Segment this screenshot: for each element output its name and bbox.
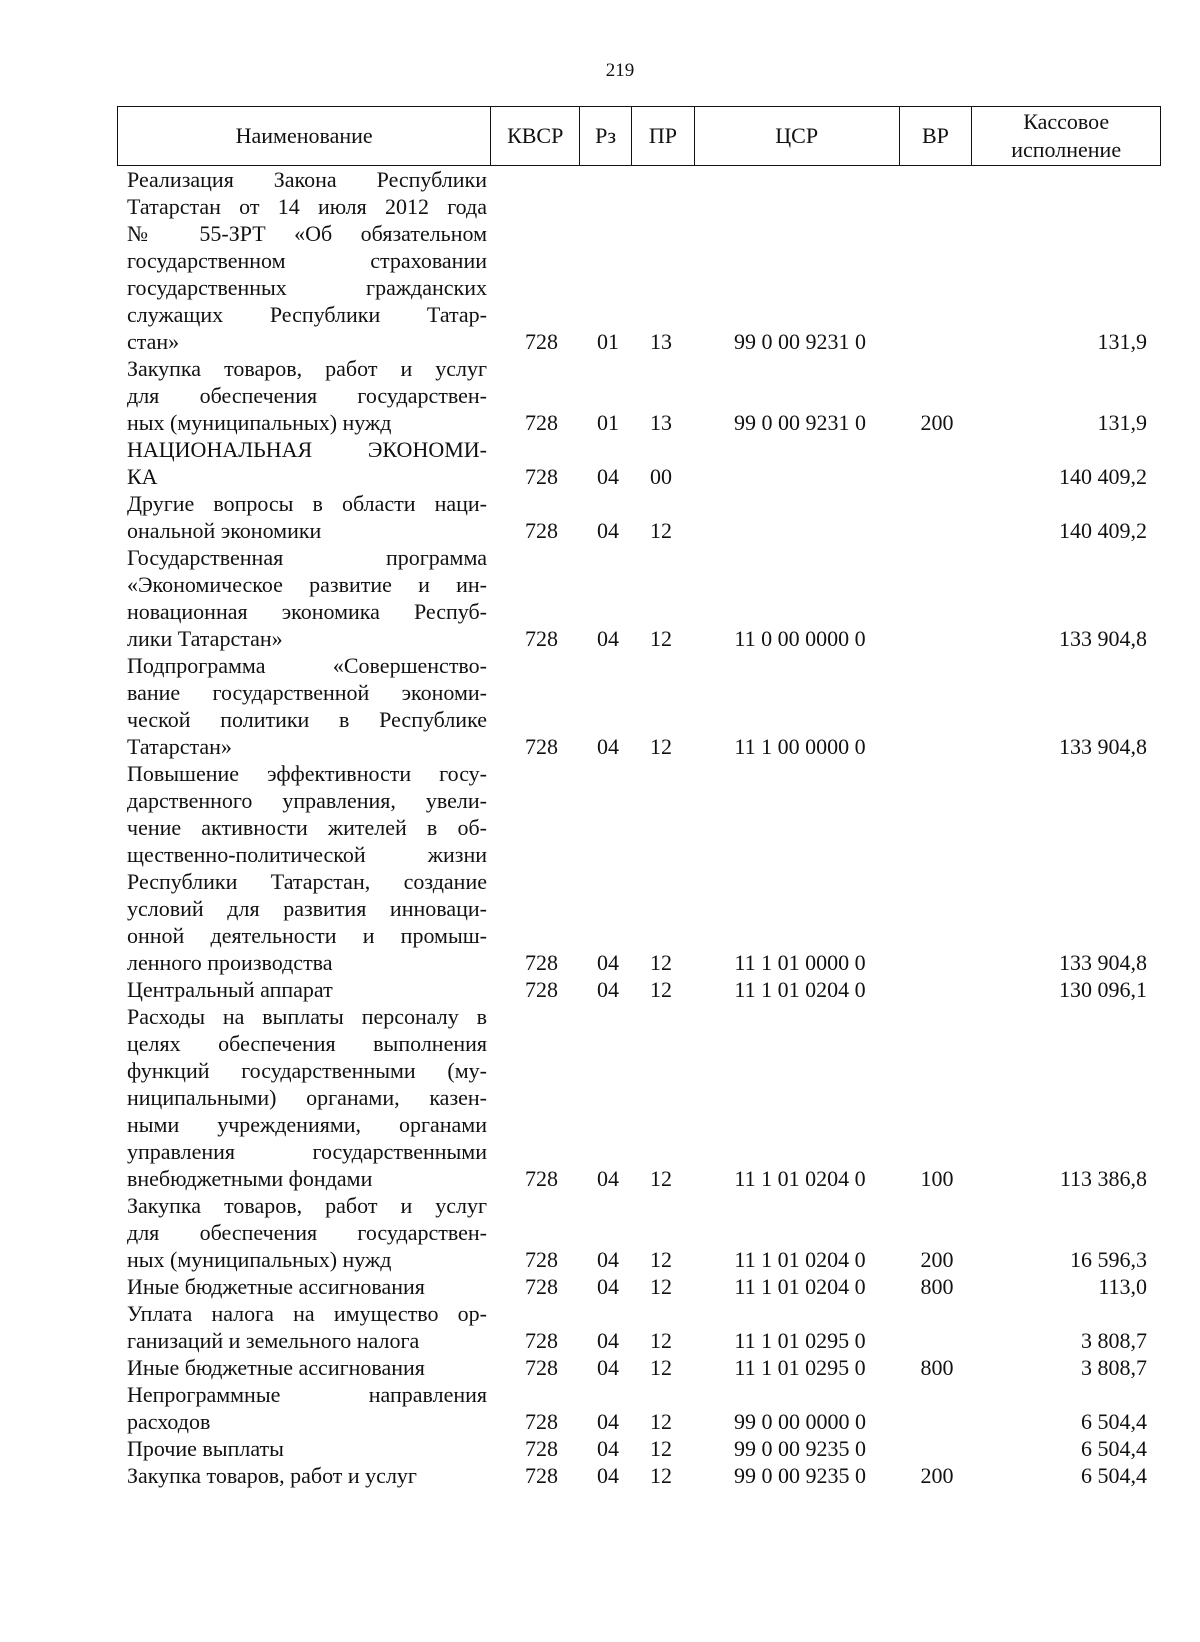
row-name (117, 1192, 487, 1273)
row-name (117, 1003, 487, 1192)
row-name-line: ных (муниципальных) нужд (127, 1247, 392, 1272)
row-rz: 04 (597, 518, 619, 543)
row-sum: 133 904,8 (1059, 734, 1147, 759)
row-pr: 12 (650, 518, 672, 543)
row-sum: 130 096,1 (1059, 977, 1147, 1002)
row-name-line: государственном страховании (127, 248, 487, 273)
row-name-line: чение активности жителей в об- (127, 815, 487, 840)
row-name-line: ленного производства (127, 950, 333, 975)
row-name (117, 1273, 487, 1300)
row-name-line: Закупка товаров, работ и услуг (127, 1463, 417, 1488)
row-pr: 13 (650, 329, 672, 354)
row-rz: 04 (597, 734, 619, 759)
row-name-line: Иные бюджетные ассигнования (127, 1355, 425, 1380)
table-row (117, 1435, 1161, 1462)
row-name-line: расходов (127, 1409, 211, 1434)
row-csr: 11 1 01 0295 0 (734, 1328, 866, 1353)
row-pr: 13 (650, 410, 672, 435)
row-name (117, 1381, 487, 1435)
row-name-line: Непрограммные направления (127, 1382, 487, 1407)
row-sum: 131,9 (1097, 410, 1147, 435)
row-rz: 04 (597, 1463, 619, 1488)
table-row (117, 652, 1161, 760)
row-name-line: управления государственными (127, 1139, 487, 1164)
row-name (117, 1300, 487, 1354)
row-vr: 100 (920, 1166, 954, 1191)
row-name (117, 1354, 487, 1381)
row-name-line: онной деятельности и промыш- (127, 923, 487, 948)
row-pr: 12 (650, 1463, 672, 1488)
row-name-line: служащих Республики Татар- (127, 302, 487, 327)
row-csr: 11 0 00 0000 0 (734, 626, 866, 651)
row-csr: 11 1 01 0204 0 (734, 1247, 866, 1272)
row-name (117, 490, 487, 544)
row-name (117, 544, 487, 652)
row-csr: 99 0 00 9231 0 (734, 410, 866, 435)
budget-table (117, 106, 1161, 1489)
table-row (117, 1462, 1161, 1489)
row-name-line: Центральный аппарат (127, 977, 333, 1002)
row-sum: 3 808,7 (1081, 1328, 1147, 1353)
row-vr: 200 (920, 410, 954, 435)
row-name-line: Татарстан» (127, 734, 232, 759)
row-rz: 04 (597, 977, 619, 1002)
row-rz: 04 (597, 1328, 619, 1353)
row-kvsr: 728 (525, 1166, 558, 1191)
header-rz: Рз (580, 107, 632, 165)
row-kvsr: 728 (525, 1328, 558, 1353)
row-name-line: № 55-ЗРТ «Об обязательном (127, 221, 487, 246)
table-row (117, 976, 1161, 1003)
row-name (117, 355, 487, 436)
table-row (117, 355, 1161, 436)
row-name-line: ниципальными) органами, казен- (127, 1085, 487, 1110)
table-row (117, 1003, 1161, 1192)
header-sum-line2: исполнение (1011, 137, 1122, 162)
row-name-line: щественно-политической жизни (127, 842, 487, 867)
row-name (117, 760, 487, 976)
header-sum (972, 107, 1160, 165)
table-row (117, 1273, 1161, 1300)
row-kvsr: 728 (525, 1355, 558, 1380)
row-name (117, 1435, 487, 1462)
row-rz: 04 (597, 464, 619, 489)
row-name (117, 652, 487, 760)
row-kvsr: 728 (525, 977, 558, 1002)
row-name-line: внебюджетными фондами (127, 1166, 373, 1191)
row-name-line: вание государственной экономи- (127, 680, 487, 705)
row-kvsr: 728 (525, 329, 558, 354)
row-name (117, 1462, 487, 1489)
row-name-line: для обеспечения государствен- (127, 1220, 487, 1245)
header-vr: ВР (900, 107, 973, 165)
row-name-line: ональной экономики (127, 518, 322, 543)
row-csr: 11 1 01 0204 0 (734, 977, 866, 1002)
row-rz: 04 (597, 1436, 619, 1461)
row-name-line: стан» (127, 329, 180, 354)
row-kvsr: 728 (525, 410, 558, 435)
table-row (117, 436, 1161, 490)
row-sum: 140 409,2 (1059, 518, 1147, 543)
row-name (117, 436, 487, 490)
table-header (117, 106, 1161, 166)
row-csr: 99 0 00 9235 0 (734, 1436, 866, 1461)
row-pr: 12 (650, 734, 672, 759)
row-sum: 16 596,3 (1070, 1247, 1147, 1272)
row-name-line: Иные бюджетные ассигнования (127, 1274, 425, 1299)
row-kvsr: 728 (525, 626, 558, 651)
row-name-line: Закупка товаров, работ и услуг (127, 356, 487, 381)
row-pr: 12 (650, 1166, 672, 1191)
table-row (117, 166, 1161, 355)
row-rz: 04 (597, 626, 619, 651)
row-csr: 99 0 00 0000 0 (734, 1409, 866, 1434)
row-name-line: ными учреждениями, органами (127, 1112, 487, 1137)
row-rz: 04 (597, 1166, 619, 1191)
header-pr: ПР (632, 107, 695, 165)
row-csr: 11 1 01 0295 0 (734, 1355, 866, 1380)
table-row (117, 490, 1161, 544)
table-row (117, 760, 1161, 976)
row-sum: 113,0 (1098, 1274, 1147, 1299)
row-csr: 99 0 00 9231 0 (734, 329, 866, 354)
row-kvsr: 728 (525, 1274, 558, 1299)
table-row (117, 1300, 1161, 1354)
row-sum: 3 808,7 (1081, 1355, 1147, 1380)
row-vr: 800 (920, 1274, 954, 1299)
row-vr: 200 (920, 1247, 954, 1272)
row-pr: 12 (650, 1328, 672, 1353)
row-sum: 133 904,8 (1059, 626, 1147, 651)
row-name (117, 166, 487, 355)
row-name-line: условий для развития инноваци- (127, 896, 487, 921)
row-name-line: Прочие выплаты (127, 1436, 284, 1461)
row-pr: 12 (650, 626, 672, 651)
row-vr: 200 (920, 1463, 954, 1488)
row-sum: 133 904,8 (1059, 950, 1147, 975)
header-csr: ЦСР (695, 107, 900, 165)
row-name-line: ных (муниципальных) нужд (127, 410, 392, 435)
row-pr: 12 (650, 1409, 672, 1434)
row-kvsr: 728 (525, 1409, 558, 1434)
row-sum: 140 409,2 (1059, 464, 1147, 489)
row-name-line: новационная экономика Респуб- (127, 599, 487, 624)
row-rz: 04 (597, 1247, 619, 1272)
row-csr: 11 1 01 0204 0 (734, 1274, 866, 1299)
table-row (117, 1354, 1161, 1381)
row-rz: 01 (597, 410, 619, 435)
row-name-line: Другие вопросы в области наци- (127, 491, 487, 516)
row-kvsr: 728 (525, 1463, 558, 1488)
row-csr: 11 1 00 0000 0 (734, 734, 866, 759)
row-name-line: Уплата налога на имущество ор- (127, 1301, 487, 1326)
row-rz: 04 (597, 1409, 619, 1434)
row-pr: 12 (650, 1247, 672, 1272)
row-rz: 04 (597, 1355, 619, 1380)
row-name-line: Подпрограмма «Совершенство- (127, 653, 487, 678)
row-name-line: Республики Татарстан, создание (127, 869, 487, 894)
table-row (117, 1192, 1161, 1273)
row-sum: 6 504,4 (1081, 1436, 1147, 1461)
row-name-line: целях обеспечения выполнения (127, 1031, 487, 1056)
row-name-line: НАЦИОНАЛЬНАЯ ЭКОНОМИ- (127, 437, 487, 462)
table-row (117, 544, 1161, 652)
header-kvsr: КВСР (491, 107, 580, 165)
row-name-line: функций государственными (му- (127, 1058, 487, 1083)
row-name-line: дарственного управления, увели- (127, 788, 487, 813)
row-vr: 800 (920, 1355, 954, 1380)
row-name-line: для обеспечения государствен- (127, 383, 487, 408)
row-rz: 04 (597, 950, 619, 975)
row-name-line: Татарстан от 14 июля 2012 года (127, 194, 487, 219)
row-kvsr: 728 (525, 950, 558, 975)
row-pr: 12 (650, 1355, 672, 1380)
row-sum: 131,9 (1097, 329, 1147, 354)
row-name-line: КА (127, 464, 158, 489)
table-row (117, 1381, 1161, 1435)
row-name-line: ческой политики в Республике (127, 707, 487, 732)
row-kvsr: 728 (525, 1247, 558, 1272)
row-pr: 00 (650, 464, 672, 489)
header-sum-line1: Кассовое (1023, 109, 1110, 134)
row-csr: 99 0 00 9235 0 (734, 1463, 866, 1488)
row-sum: 113 386,8 (1059, 1166, 1147, 1191)
row-name-line: ганизаций и земельного налога (127, 1328, 420, 1353)
row-kvsr: 728 (525, 464, 558, 489)
row-kvsr: 728 (525, 1436, 558, 1461)
row-pr: 12 (650, 1274, 672, 1299)
row-pr: 12 (650, 1436, 672, 1461)
row-name-line: лики Татарстан» (127, 626, 283, 651)
row-pr: 12 (650, 977, 672, 1002)
row-name-line: государственных гражданских (127, 275, 487, 300)
row-csr: 11 1 01 0000 0 (734, 950, 866, 975)
row-name-line: Государственная программа (127, 545, 487, 570)
row-name-line: Повышение эффективности госу- (127, 761, 487, 786)
row-pr: 12 (650, 950, 672, 975)
row-name-line: Расходы на выплаты персоналу в (127, 1004, 487, 1029)
header-name: Наименование (118, 107, 491, 165)
row-kvsr: 728 (525, 518, 558, 543)
row-sum: 6 504,4 (1081, 1463, 1147, 1488)
table-body (117, 166, 1161, 1489)
row-name-line: Закупка товаров, работ и услуг (127, 1193, 487, 1218)
row-kvsr: 728 (525, 734, 558, 759)
row-rz: 04 (597, 1274, 619, 1299)
row-rz: 01 (597, 329, 619, 354)
row-sum: 6 504,4 (1081, 1409, 1147, 1434)
row-name-line: Реализация Закона Республики (127, 167, 487, 192)
row-name-line: «Экономическое развитие и ин- (127, 572, 487, 597)
row-name (117, 976, 487, 1003)
row-csr: 11 1 01 0204 0 (734, 1166, 866, 1191)
page-number: 219 (605, 60, 635, 81)
